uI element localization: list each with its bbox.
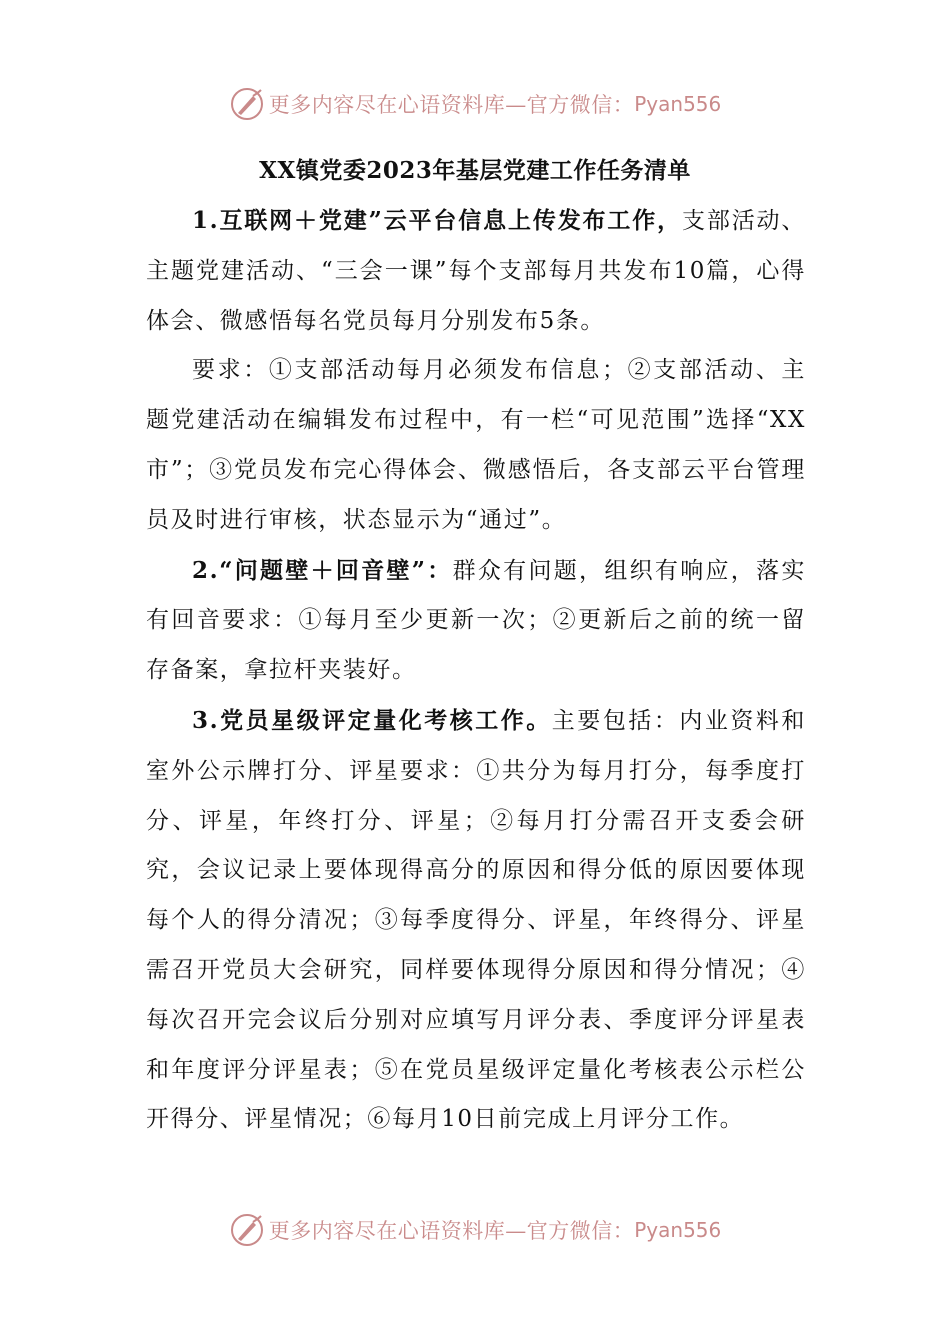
section-2-heading: 2.“问题壁＋回音壁”： [192, 556, 453, 584]
section-3-body: 主要包括：内业资料和室外公示牌打分、评星要求：①共分为每月打分，每季度打分、评星，年终打分、评星；②每月打分需召开支委会研究，会议记录上要体现得高分的原因和得分低的原因要体现每个人的得分清况；③每季度得分、评星，年终得分、评星需召开党员大会研究，同样要体现得分原因和得分情况；④每次召开完会议后分别对应填写月评分表、季度评分评星表和年度评分评星表；⑤在党员星级评定量化考核表公示栏公开得分、评星情况；⑥每月10日前完成上月评分工作。 [146, 707, 807, 1133]
document-body [146, 196, 806, 1145]
section-1-heading: 1.互联网＋党建”云平台信息上传发布工作， [192, 207, 682, 234]
section-2-body: 群众有问题，组织有响应，落实有回音要求：①每月至少更新一次；②更新后之前的统一留存备案，拿拉杆夹装好。 [146, 557, 806, 684]
watermark-wechat-id: Pyan556 [634, 1218, 722, 1242]
watermark-wechat-id: Pyan556 [634, 92, 722, 116]
section-3-heading: 3.党员星级评定量化考核工作。 [192, 706, 552, 734]
watermark-header [0, 84, 950, 124]
requirements-paragraph [146, 346, 806, 545]
section-1-body: 支部活动、主题党建活动、“三会一课”每个支部每月共发布10篇，心得体会、微感悟每名党员每月分别发布5条。 [146, 208, 807, 334]
section-1-paragraph [146, 196, 806, 346]
requirements-body: 要求：①支部活动每月必须发布信息；②支部活动、主题党建活动在编辑发布过程中，有一栏“可见范围”选择“XX市”；③党员发布完心得体会、微感悟后，各支部云平台管理员及时进行审核，状态显示为“通过”。 [146, 357, 806, 533]
quill-logo-icon [229, 1212, 265, 1248]
section-3-paragraph [146, 696, 806, 1145]
watermark-text: 更多内容尽在心语资料库—官方微信： [268, 1219, 635, 1243]
watermark-text: 更多内容尽在心语资料库—官方微信： [268, 93, 635, 117]
document-title: XX镇党委2023年基层党建工作任务清单 [259, 157, 691, 184]
section-2-paragraph [146, 546, 806, 696]
watermark-footer [0, 1210, 950, 1250]
quill-logo-icon [229, 86, 265, 122]
